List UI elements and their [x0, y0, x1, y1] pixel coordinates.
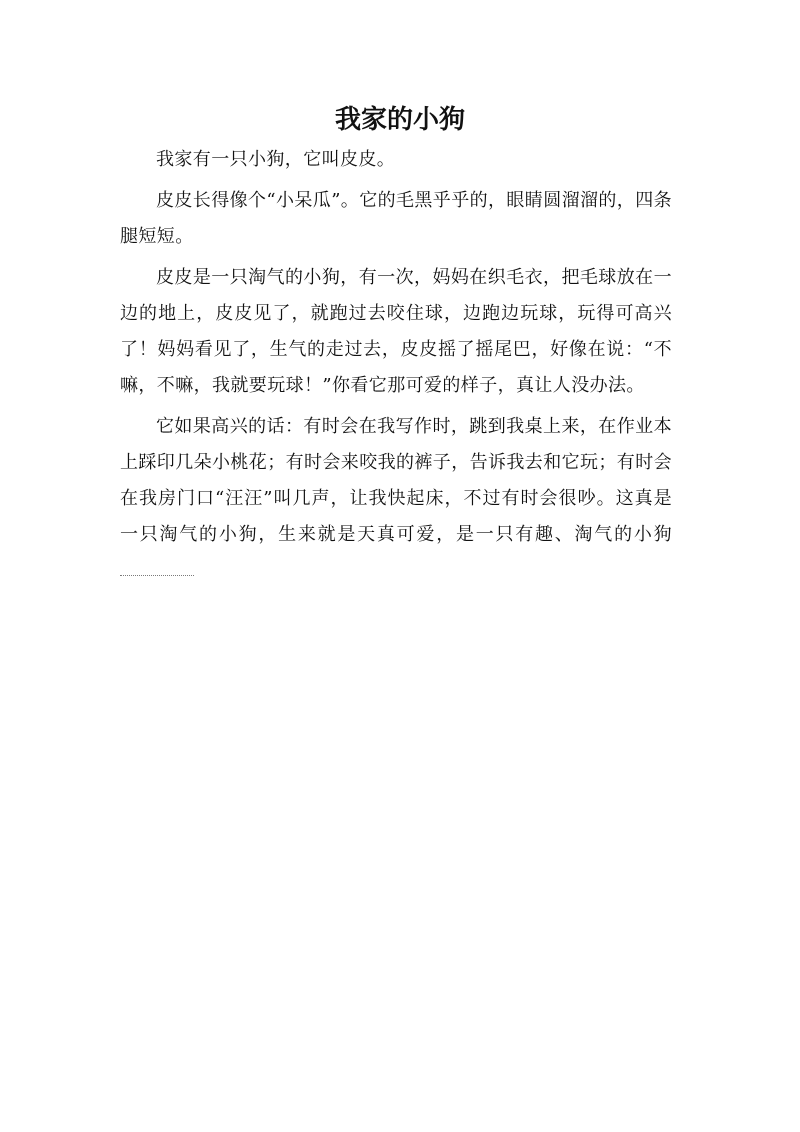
paragraph-appearance: 皮皮长得像个“小呆瓜”。它的毛黑乎乎的，眼睛圆溜溜的，四条腿短短。: [120, 190, 673, 247]
document-body: [120, 142, 672, 589]
document-title: 我家的小狗: [334, 105, 465, 135]
dotted-underline: [120, 561, 194, 576]
paragraph-naughty-story: 皮皮是一只淘气的小狗，有一次，妈妈在织毛衣，把毛球放在一边的地上，皮皮见了，就跑过去咬住球，边跑边玩球，玩得可高兴了！妈妈看见了，生气的走过去，皮皮摇了摇尾巴，好像在说：“不嘛，不嘛，我就要玩球！”你看它那可爱的样子，真让人没办法。: [120, 267, 672, 396]
paragraph-intro: 我家有一只小狗，它叫皮皮。: [156, 149, 396, 170]
paragraph-conclusion: [120, 409, 672, 589]
paragraph-conclusion-text: 它如果高兴的话：有时会在我写作时，跳到我桌上来，在作业本上踩印几朵小桃花；有时会来咬我的裤子，告诉我去和它玩；有时会在我房门口“汪汪”叫几声，让我快起床，不过有时会很吵。这真是一只淘气的小狗，生来就是天真可爱，是一只有趣、淘气的小狗: [120, 416, 672, 545]
